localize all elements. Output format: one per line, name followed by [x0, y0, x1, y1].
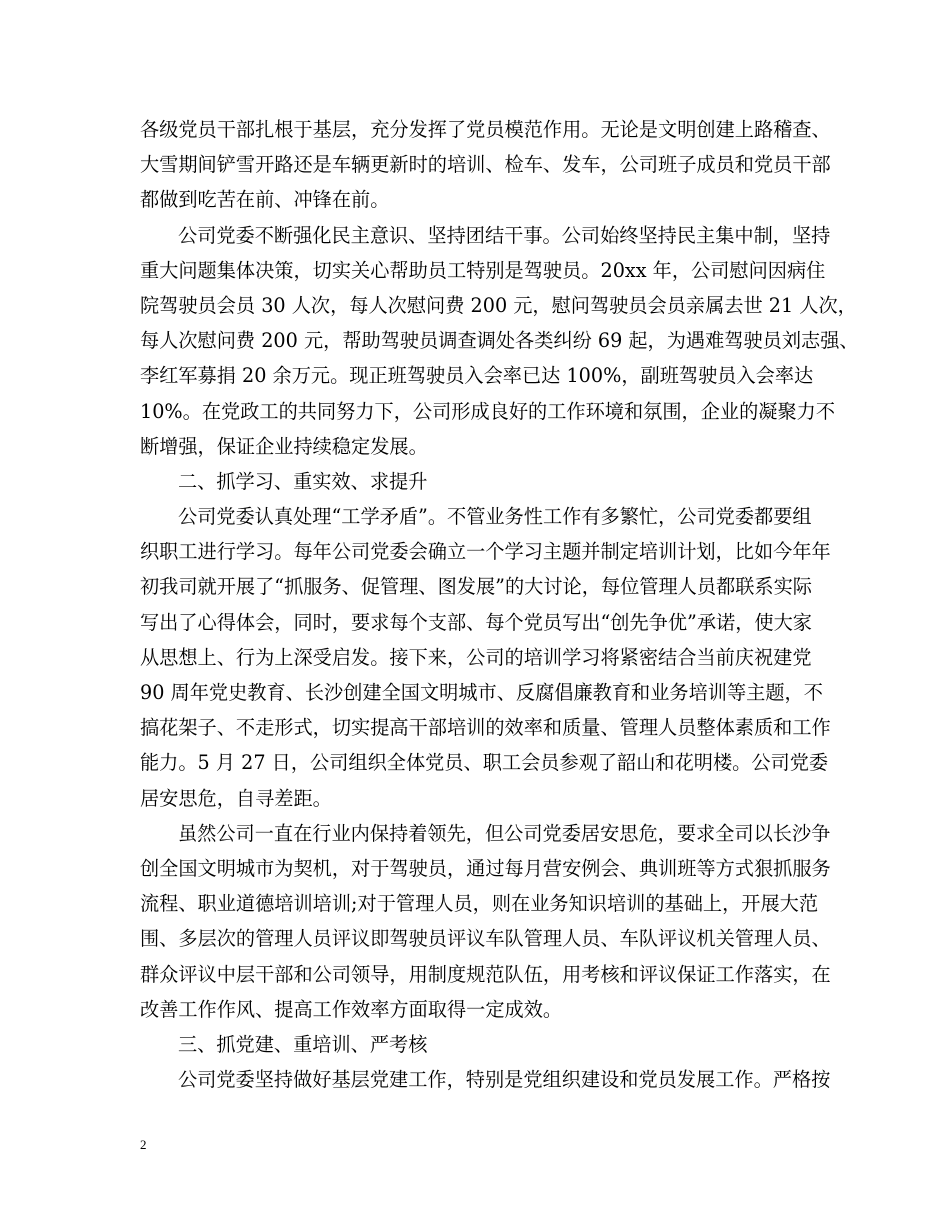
body-paragraph	[140, 218, 859, 464]
text-line: 三、抓党建、重培训、严考核	[178, 1032, 428, 1056]
text-line: 二、抓学习、重实效、求提升	[178, 469, 428, 493]
text-line: 能力。5 月 27 日，公司组织全体党员、职工会员参观了韶山和花明楼。公司党委	[140, 751, 829, 775]
text-line: 90 周年党史教育、长沙创建全国文明城市、反腐倡廉教育和业务培训等主题，不	[140, 681, 823, 704]
text-line: 虽然公司一直在行业内保持着领先，但公司党委居安思危，要求全司以长沙争	[178, 821, 831, 845]
text-line: 初我司就开展了“抓服务、促管理、图发展”的大讨论，每位管理人员都联系实际	[140, 575, 812, 599]
section-heading	[140, 464, 830, 499]
text-line: 大雪期间铲雪开路还是车辆更新时的培训、检车、发车，公司班子成员和党员干部	[140, 153, 831, 177]
text-line: 李红军募捐 20 余万元。现正班驾驶员入会率已达 100%，副班驾驶员入会率达	[140, 364, 814, 388]
body-paragraph	[140, 112, 830, 218]
body-paragraph	[140, 1062, 830, 1097]
text-line: 10%。在党政工的共同努力下，公司形成良好的工作环境和氛围，企业的凝聚力不	[140, 399, 836, 423]
text-line: 改善工作作风、提高工作效率方面取得一定成效。	[140, 997, 563, 1021]
text-line: 搞花架子、不走形式，切实提高干部培训的效率和质量、管理人员整体素质和工作	[140, 716, 831, 740]
text-line: 院驾驶员会员 30 人次，每人次慰问费 200 元，慰问驾驶员会员亲属去世 21 人次，	[140, 293, 857, 317]
text-line: 写出了心得体会，同时，要求每个支部、每个党员写出“创先争优”承诺，使大家	[140, 610, 812, 634]
body-paragraph	[140, 816, 830, 1027]
text-line: 每人次慰问费 200 元，帮助驾驶员调查调处各类纠纷 69 起，为遇难驾驶员刘志强、	[140, 329, 859, 353]
text-line: 重大问题集体决策，切实关心帮助员工特别是驾驶员。20xx 年，公司慰问因病住	[140, 258, 826, 282]
text-line: 围、多层次的管理人员评议即驾驶员评议车队管理人员、车队评议机关管理人员、	[140, 927, 831, 951]
text-line: 断增强，保证企业持续稳定发展。	[140, 434, 428, 458]
body-paragraph	[140, 499, 830, 816]
text-line: 都做到吃苦在前、冲锋在前。	[140, 188, 390, 212]
text-line: 流程、职业道德培训培训;对于管理人员，则在业务知识培训的基础上，开展大范	[140, 892, 819, 916]
text-line: 各级党员干部扎根于基层，充分发挥了党员模范作用。无论是文明创建上路稽查、	[140, 118, 831, 141]
document-body	[140, 112, 859, 1097]
text-line: 公司党委不断强化民主意识、坚持团结干事。公司始终坚持民主集中制，坚持	[178, 223, 831, 247]
text-line: 织职工进行学习。每年公司党委会确立一个学习主题并制定培训计划，比如今年年	[140, 540, 831, 564]
text-line: 群众评议中层干部和公司领导，用制度规范队伍，用考核和评议保证工作落实，在	[140, 962, 831, 986]
text-line: 公司党委坚持做好基层党建工作，特别是党组织建设和党员发展工作。严格按	[178, 1068, 831, 1092]
section-heading	[140, 1027, 830, 1062]
text-line: 创全国文明城市为契机，对于驾驶员，通过每月营安例会、典训班等方式狠抓服务	[140, 856, 831, 880]
text-line: 居安思危，自寻差距。	[140, 786, 332, 810]
text-line: 公司党委认真处理“工学矛盾”。不管业务性工作有多繁忙，公司党委都要组	[178, 505, 812, 529]
page-number: 2	[140, 1137, 147, 1152]
text-line: 从思想上、行为上深受启发。接下来，公司的培训学习将紧密结合当前庆祝建党	[140, 645, 812, 669]
